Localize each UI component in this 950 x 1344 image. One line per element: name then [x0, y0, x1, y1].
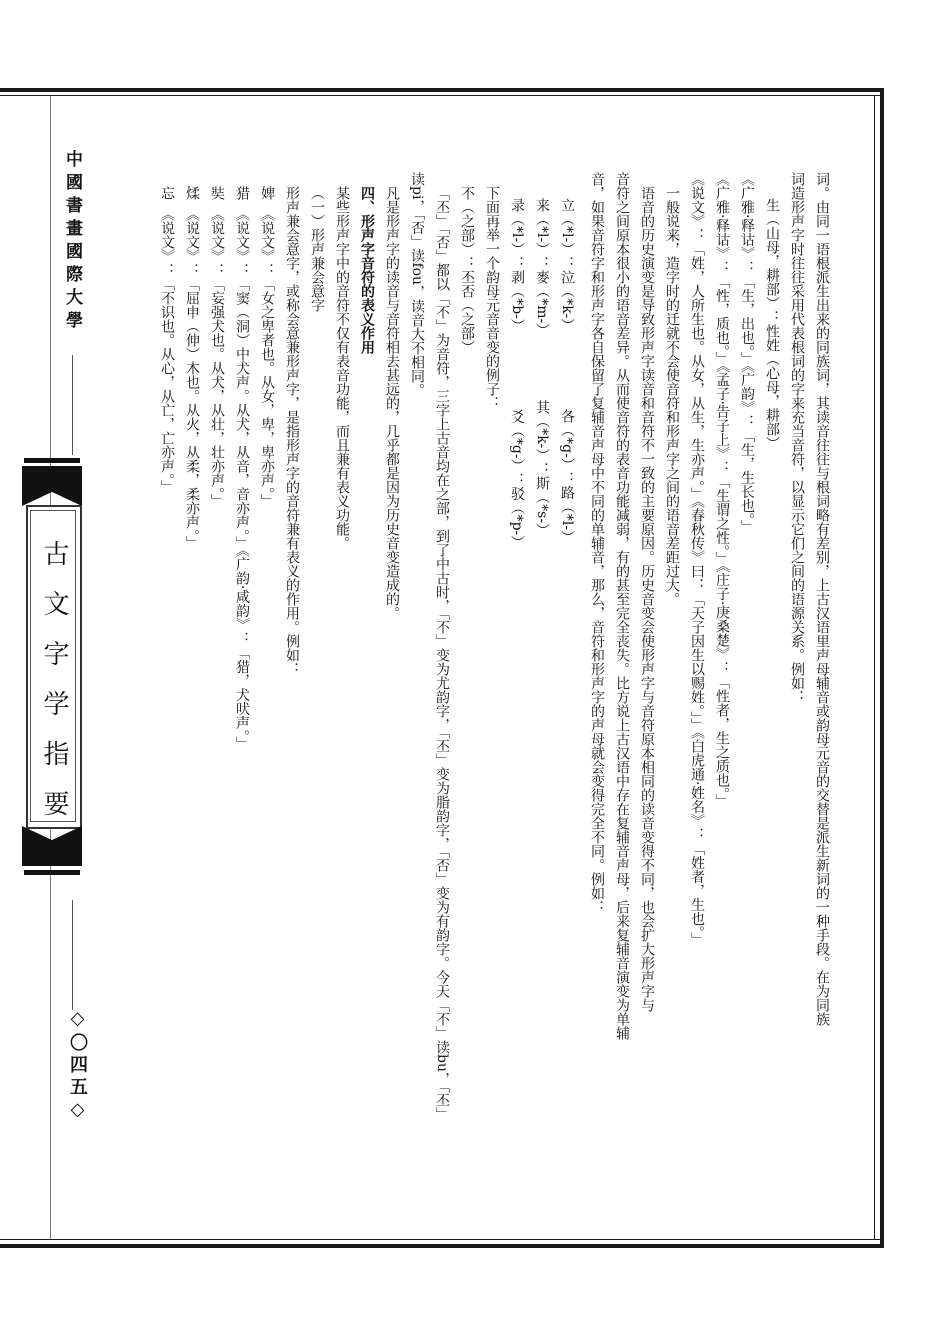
text-column: 《广雅·释诂》：「性，质也。」《孟子·告子上》：「生谓之性。」《庄子·庚桑楚》：「性者，生之质也。」: [714, 172, 730, 809]
text-column: 忘 《说文》：「不识也。从心，从亡，亡亦声。」: [159, 186, 175, 494]
frame-top-thin-rule: [0, 95, 884, 96]
page-number: ◇〇四五◇: [67, 1008, 88, 1124]
subsection-heading: （一）形声兼会意字: [309, 186, 325, 312]
text-column: 「丕」「否」都以「不」为音符，三字上古音均在之部，到了中古时，「不」变为尤韵字，「丕」变为脂韵字，「否」变为有韵字。今天「不」读bu，「丕」: [434, 186, 450, 1121]
frame-bottom-thin-rule: [0, 1239, 884, 1240]
text-column: 立（*l-）：泣（*k-） 各（*g-）：路（*l-）: [559, 198, 575, 545]
text-column: 一般说来，造字时的迁就不会使音符和形声字之间的语音差距过大。: [664, 186, 680, 606]
text-column: 来（*l-）：麥（*m-） 其（*k-）：斯（*s-）: [534, 198, 550, 538]
text-column: 音符之间原本很小的语音差异。从而使音符的表音功能减弱，有的甚至完全丧失。比方说上古汉语中存在复辅音声母，后来复辅音演变为单辅: [614, 172, 630, 1040]
university-name: 中國書畫國際大學: [62, 150, 82, 334]
text-column: 词造形声字时往往采用代表根词的字来充当音符，以显示它们之间的语源关系。例如：: [789, 172, 805, 704]
text-column: 词。由同一语根派生出来的同族词，其读音往往与根词略有差别，上古汉语里声母辅音或韵母元音的交替是派生新词的一种手段。在为同族: [814, 172, 830, 1026]
frame-right-thin-rule: [874, 95, 875, 1240]
text-column: 语音的历史演变是导致形声字读音和音符不一致的主要原因。历史音变会使形声字与音符原本相同的读音变得不同，也会扩大形声字与: [639, 186, 655, 1012]
text-column: 某些形声字中的音符不仅有表音功能，而且兼有表义功能。: [334, 186, 350, 550]
banner-cap-bottom: [24, 870, 80, 875]
section-heading: 四、形声字音符的表义作用: [359, 186, 375, 354]
book-title: 古文字学指要: [39, 540, 69, 840]
text-column: 不（之部）：丕否（之部）: [459, 186, 475, 354]
sidebar-rule-bottom: [72, 900, 73, 1010]
banner-ornament-top: [22, 466, 82, 506]
sidebar-rule-top: [72, 355, 73, 455]
banner-cap-top: [24, 458, 80, 463]
text-column: 奘 《说文》：「妄强犬也。从犬，从壮，壮亦声。」: [209, 186, 225, 508]
frame-right-rule: [880, 88, 884, 1248]
text-column: 音，如果音符字和形声字各自保留了复辅音声母中不同的单辅音，那么，音符和形声字的声母就会变得完全不同。例如：: [589, 172, 605, 914]
text-column: 录（*l-）：剥（*b-） 爻（*g-）：驳（*p-）: [509, 198, 525, 550]
text-column: 《广雅·释诂》：「生，出也。」《广韵》：「生，生长也。」: [739, 172, 755, 534]
text-column: 煣 《说文》：「屈申（伸）木也。从火，从柔，柔亦声。」: [184, 186, 200, 550]
frame-top-rule: [0, 88, 884, 92]
text-column: 《说文》：「姓，人所生也。从女，从生，生亦声。」《春秋传》曰：「天子因生以赐姓。」」《白虎通·姓名》：「姓者，生也。」: [689, 172, 705, 947]
text-column: 猎 《说文》：「窦（洞）中犬声。从犬，从音，音亦声。」《广韵·咸韵》：「猎，犬吠声。」: [234, 186, 250, 751]
text-column: 婢 《说文》：「女之卑者也。从女，卑，卑亦声。」: [259, 186, 275, 508]
text-column: 下面再举一个韵母元音音变的例子：: [484, 186, 500, 410]
text-column: 生（山母，耕部）：性姓（心母，耕部）: [764, 198, 780, 450]
text-column: 读pi，「否」读fou，读音大不相同。: [409, 172, 425, 398]
text-column: 形声兼会意字，或称会意兼形声字，是指形声字的音符兼有表义的作用。例如：: [284, 186, 300, 676]
text-column: 凡是形声字的读音与音符相去甚远的，几乎都是因为历史音变造成的。: [384, 186, 400, 620]
frame-bottom-rule: [0, 1244, 884, 1248]
